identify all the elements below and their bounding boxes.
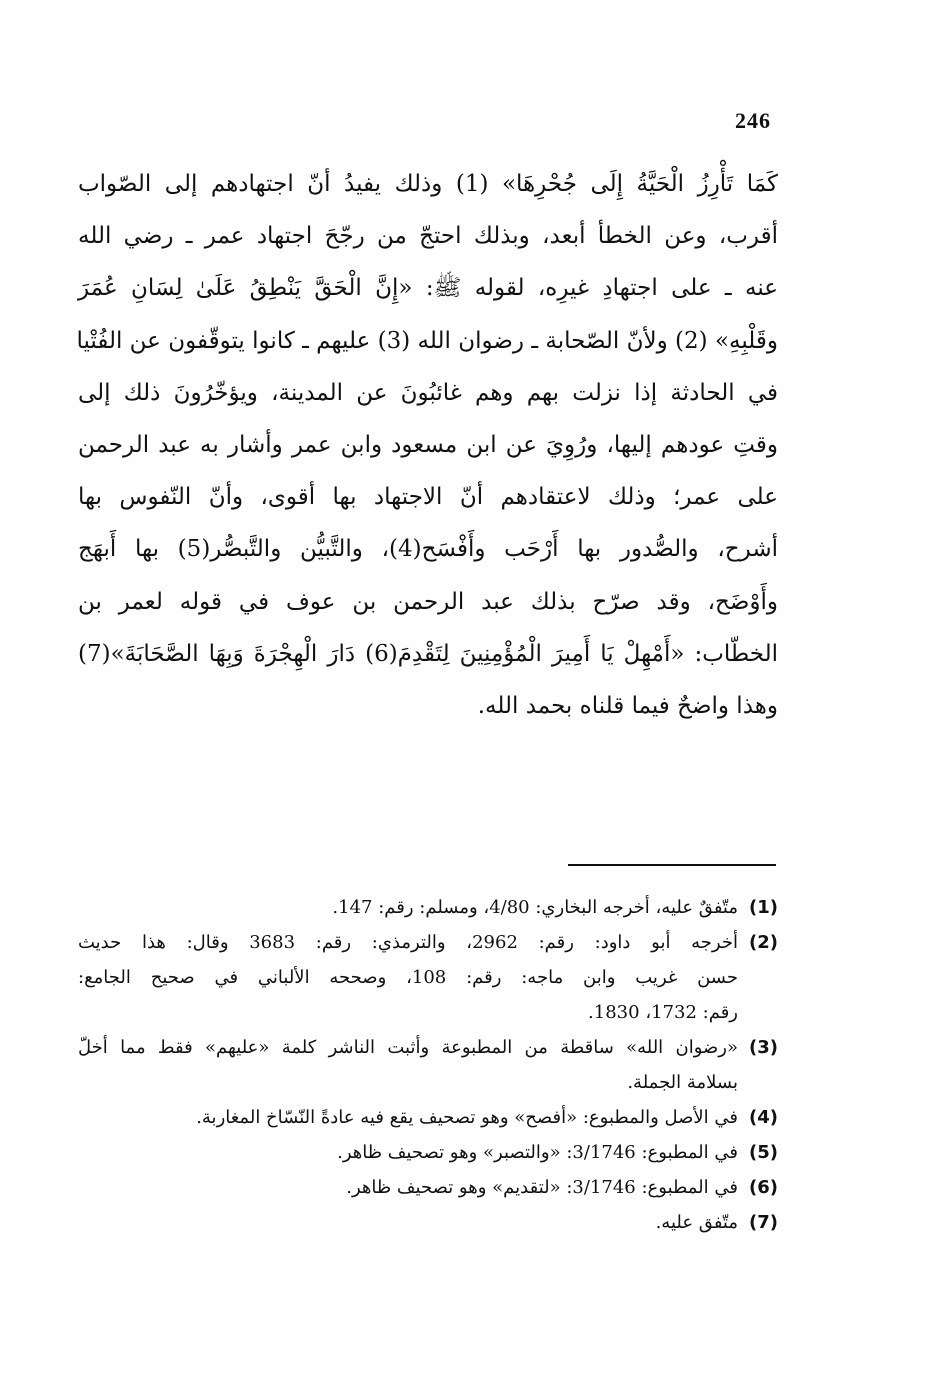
text-line: أقرب، وعن الخطأ أبعد، وبذلك احتجّ من رجّحَ اجتهاد عمر ـ رضي الله <box>78 223 778 250</box>
footnote-number: (6) <box>749 1177 778 1198</box>
footnote-separator <box>568 864 776 866</box>
footnote-line: بسلامة الجملة. <box>627 1072 738 1093</box>
footnote-body <box>78 1030 738 1100</box>
footnote-1 <box>78 890 778 925</box>
footnote-body <box>78 1135 738 1170</box>
footnote-line: في المطبوع: 3/1746: «والتصبر» وهو تصحيف ظاهر. <box>337 1142 738 1163</box>
main-text <box>78 158 778 732</box>
footnote-number: (2) <box>749 932 778 953</box>
text-line: عنه ـ على اجتهادِ غيرِه، لقوله ﷺ: «إِنَّ الْحَقَّ يَنْطِقُ عَلَىٰ لِسَانِ عُمَرَ <box>78 275 778 302</box>
footnote-line: متّفقٌ عليه، أخرجه البخاري: 4/80، ومسلم: رقم: 147. <box>332 897 738 918</box>
text-line: كَمَا تَأْرِزُ الْحَيَّةُ إِلَى جُحْرِهَا» (1) وذلك يفيدُ أنّ اجتهادهم إلى الصّواب <box>78 171 778 197</box>
footnote-number: (7) <box>749 1212 778 1233</box>
footnote-body <box>78 1205 738 1240</box>
footnote-number: (4) <box>749 1107 778 1128</box>
text-line: وقَلْبِهِ» (2) ولأنّ الصّحابة ـ رضوان الله (3) عليهم ـ كانوا يتوقّفون عن الفُتْيا <box>76 327 778 354</box>
footnote-4 <box>78 1100 778 1135</box>
footnote-line: في الأصل والمطبوع: «أفصح» وهو تصحيف يقع فيه عادةً النّسّاخ المغاربة. <box>196 1107 738 1128</box>
footnote-number: (5) <box>749 1142 778 1163</box>
footnote-line: «رضوان الله» ساقطة من المطبوعة وأثبت الناشر كلمة «عليهم» فقط مما أخلّ <box>78 1037 738 1058</box>
text-line: على عمر؛ وذلك لاعتقادهم أنّ الاجتهاد بها أقوى، وأنّ النّفوس بها <box>78 484 778 511</box>
footnote-body <box>78 890 738 925</box>
footnote-5 <box>78 1135 778 1170</box>
footnote-3 <box>78 1030 778 1100</box>
text-line-last: وهذا واضحٌ فيما قلناه بحمد الله. <box>477 692 778 719</box>
page-number: 246 <box>735 108 771 133</box>
footnote-line: أخرجه أبو داود: رقم: 2962، والترمذي: رقم: 3683 وقال: هذا حديث <box>78 932 738 953</box>
footnote-line: حسن غريب وابن ماجه: رقم: 108، وصححه الألباني في صحيح الجامع: <box>78 967 738 988</box>
footnote-line: في المطبوع: 3/1746: «لتقديم» وهو تصحيف ظاهر. <box>346 1177 738 1198</box>
footnote-body <box>78 1170 738 1205</box>
footnote-2 <box>78 925 778 1030</box>
footnote-line: متّفق عليه. <box>655 1212 738 1233</box>
footnote-body <box>78 1100 738 1135</box>
footnote-body <box>78 925 738 1030</box>
footnote-7 <box>78 1205 778 1240</box>
footnote-6 <box>78 1170 778 1205</box>
text-line: وأَوْضَح، وقد صرّح بذلك عبد الرحمن بن عوف في قوله لعمر بن <box>78 588 778 615</box>
text-line: الخطّاب: «أَمْهِلْ يَا أَمِيرَ الْمُؤْمِنِينَ لِتَقْدِمَ(6) دَارَ الْهِجْرَةَ وَبِهَا الصَّحَابَةَ»(7) <box>78 640 778 667</box>
footnote-number: (1) <box>749 897 778 918</box>
footnotes <box>78 890 778 1240</box>
footnote-number: (3) <box>749 1037 778 1058</box>
text-line: أشرح، والصُّدور بها أَرْحَب وأَفْسَح(4)، والتَّبيُّن والتَّبصُّر(5) بها أَبهَج <box>78 536 778 563</box>
text-line: في الحادثة إذا نزلت بهم وهم غائبُونَ عن المدينة، ويؤخّرُونَ ذلك إلى <box>78 379 778 406</box>
text-line: وقتِ عودهم إليها، ورُوِيَ عن ابن مسعود وابن عمر وأشار به عبد الرحمن <box>78 431 778 458</box>
footnote-line: رقم: 1732، 1830. <box>588 1002 738 1023</box>
